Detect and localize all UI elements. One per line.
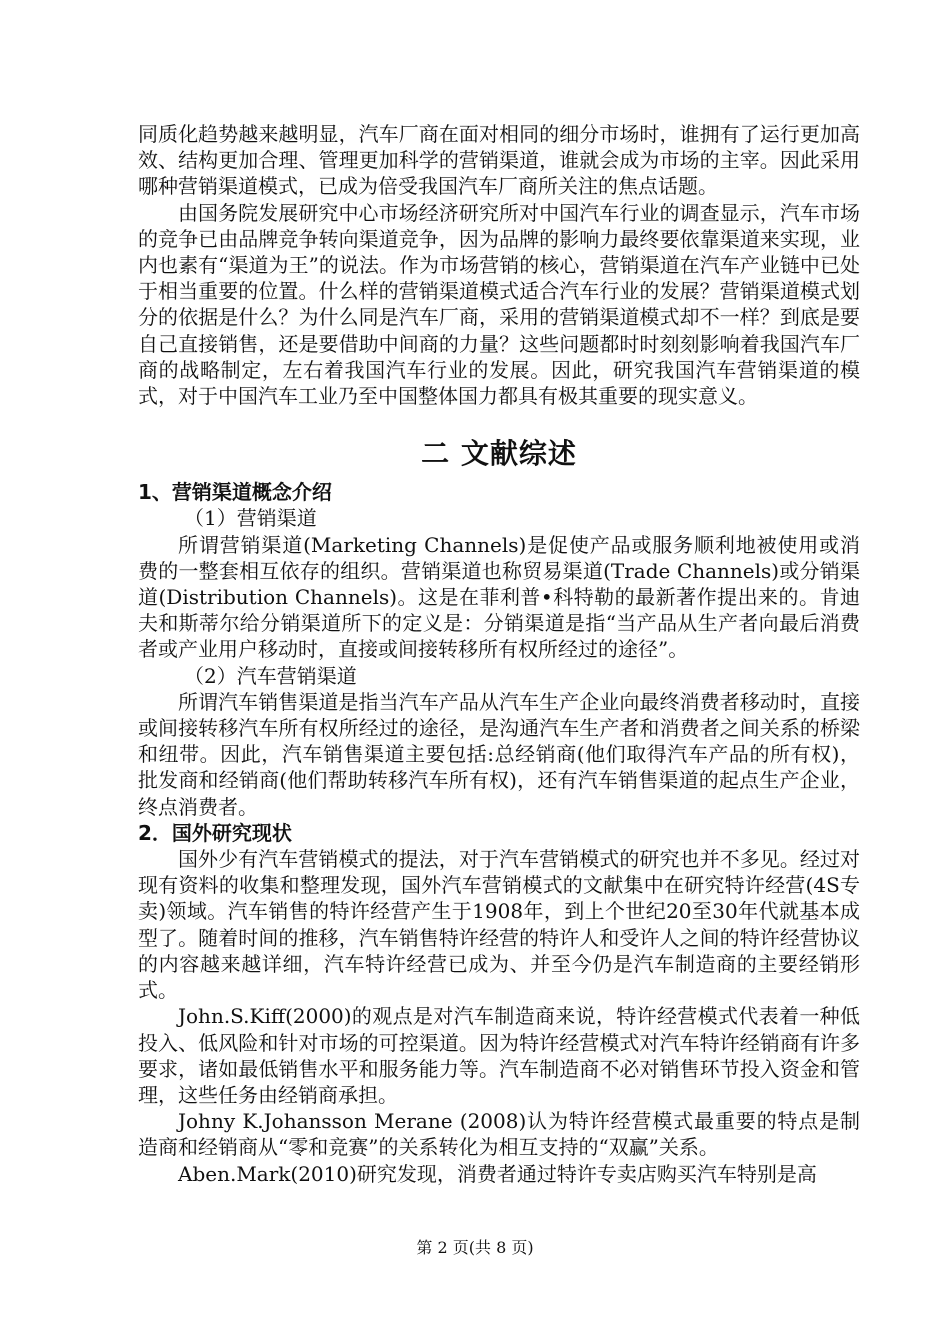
paragraph: Johny K.Johansson Merane (2008)认为特许经营模式最重要的特点是制造商和经销商从“零和竞赛”的关系转化为相互支持的“双赢”关系。: [138, 1109, 860, 1160]
page-number: 第 2 页(共 8 页): [416, 1238, 534, 1257]
paragraph: Aben.Mark(2010)研究发现，消费者通过特许专卖店购买汽车特别是高: [178, 1161, 817, 1186]
subsection-heading: 1、营销渠道概念介绍: [138, 480, 332, 505]
subsection-heading: 2．国外研究现状: [138, 820, 292, 845]
paragraph: 所谓营销渠道(Marketing Channels)是促使产品或服务顺利地被使用或消费的一整套相互依存的组织。营销渠道也称贸易渠道(Trade Channels)或分销渠道(Distribution Channels)。这是在菲利普•科特勒的最新著作提出来的。肯迪夫和斯蒂尔给分销渠道所下的定义是：分销渠道是指“当产品从生产者向最后消费者或产业用户移动时，直接或间接转移所有权所经过的途径”。: [138, 532, 860, 662]
paragraph: 同质化趋势越来越明显，汽车厂商在面对相同的细分市场时，谁拥有了运行更加高效、结构更加合理、管理更加科学的营销渠道，谁就会成为市场的主宰。因此采用哪种营销渠道模式，已成为倍受我国汽车厂商所关注的焦点话题。: [138, 122, 860, 199]
paragraph: John.S.Kiff(2000)的观点是对汽车制造商来说，特许经营模式代表着一种低投入、低风险和针对市场的可控渠道。因为特许经营模式对汽车特许经销商有许多要求，诸如最低销售水平和服务能力等。汽车制造商不必对销售环节投入资金和管理，这些任务由经销商承担。: [138, 1004, 860, 1107]
page-body: [138, 121, 860, 1187]
sub-subheading: （2）汽车营销渠道: [184, 663, 357, 688]
section-title: 二 文献综述: [421, 437, 577, 471]
paragraph: 所谓汽车销售渠道是指当汽车产品从汽车生产企业向最终消费者移动时，直接或间接转移汽车所有权所经过的途径，是沟通汽车生产者和消费者之间关系的桥梁和纽带。因此，汽车销售渠道主要包括:总经销商(他们取得汽车产品的所有权)，批发商和经销商(他们帮助转移汽车所有权)，还有汽车销售渠道的起点生产企业，终点消费者。: [138, 689, 860, 819]
paragraph: 国外少有汽车营销模式的提法，对于汽车营销模式的研究也并不多见。经过对现有资料的收集和整理发现，国外汽车营销模式的文献集中在研究特许经营(4S专卖)领域。汽车销售的特许经营产生于1908年，到上个世纪20至30年代就基本成型了。随着时间的推移，汽车销售特许经营的特许人和受许人之间的特许经营协议的内容越来越详细，汽车特许经营已成为、并至今仍是汽车制造商的主要经销形式。: [138, 847, 860, 1003]
sub-subheading: （1）营销渠道: [184, 506, 317, 531]
paragraph: 由国务院发展研究中心市场经济研究所对中国汽车行业的调查显示，汽车市场的竞争已由品牌竞争转向渠道竞争，因为品牌的影响力最终要依靠渠道来实现，业内也素有“渠道为王”的说法。作为市场营销的核心，营销渠道在汽车产业链中已处于相当重要的位置。什么样的营销渠道模式适合汽车行业的发展？营销渠道模式划分的依据是什么？为什么同是汽车厂商，采用的营销渠道模式却不一样？到底是要自己直接销售，还是要借助中间商的力量？这些问题都时时刻刻影响着我国汽车厂商的战略制定，左右着我国汽车行业的发展。因此，研究我国汽车营销渠道的模式，对于中国汽车工业乃至中国整体国力都具有极其重要的现实意义。: [138, 200, 860, 409]
